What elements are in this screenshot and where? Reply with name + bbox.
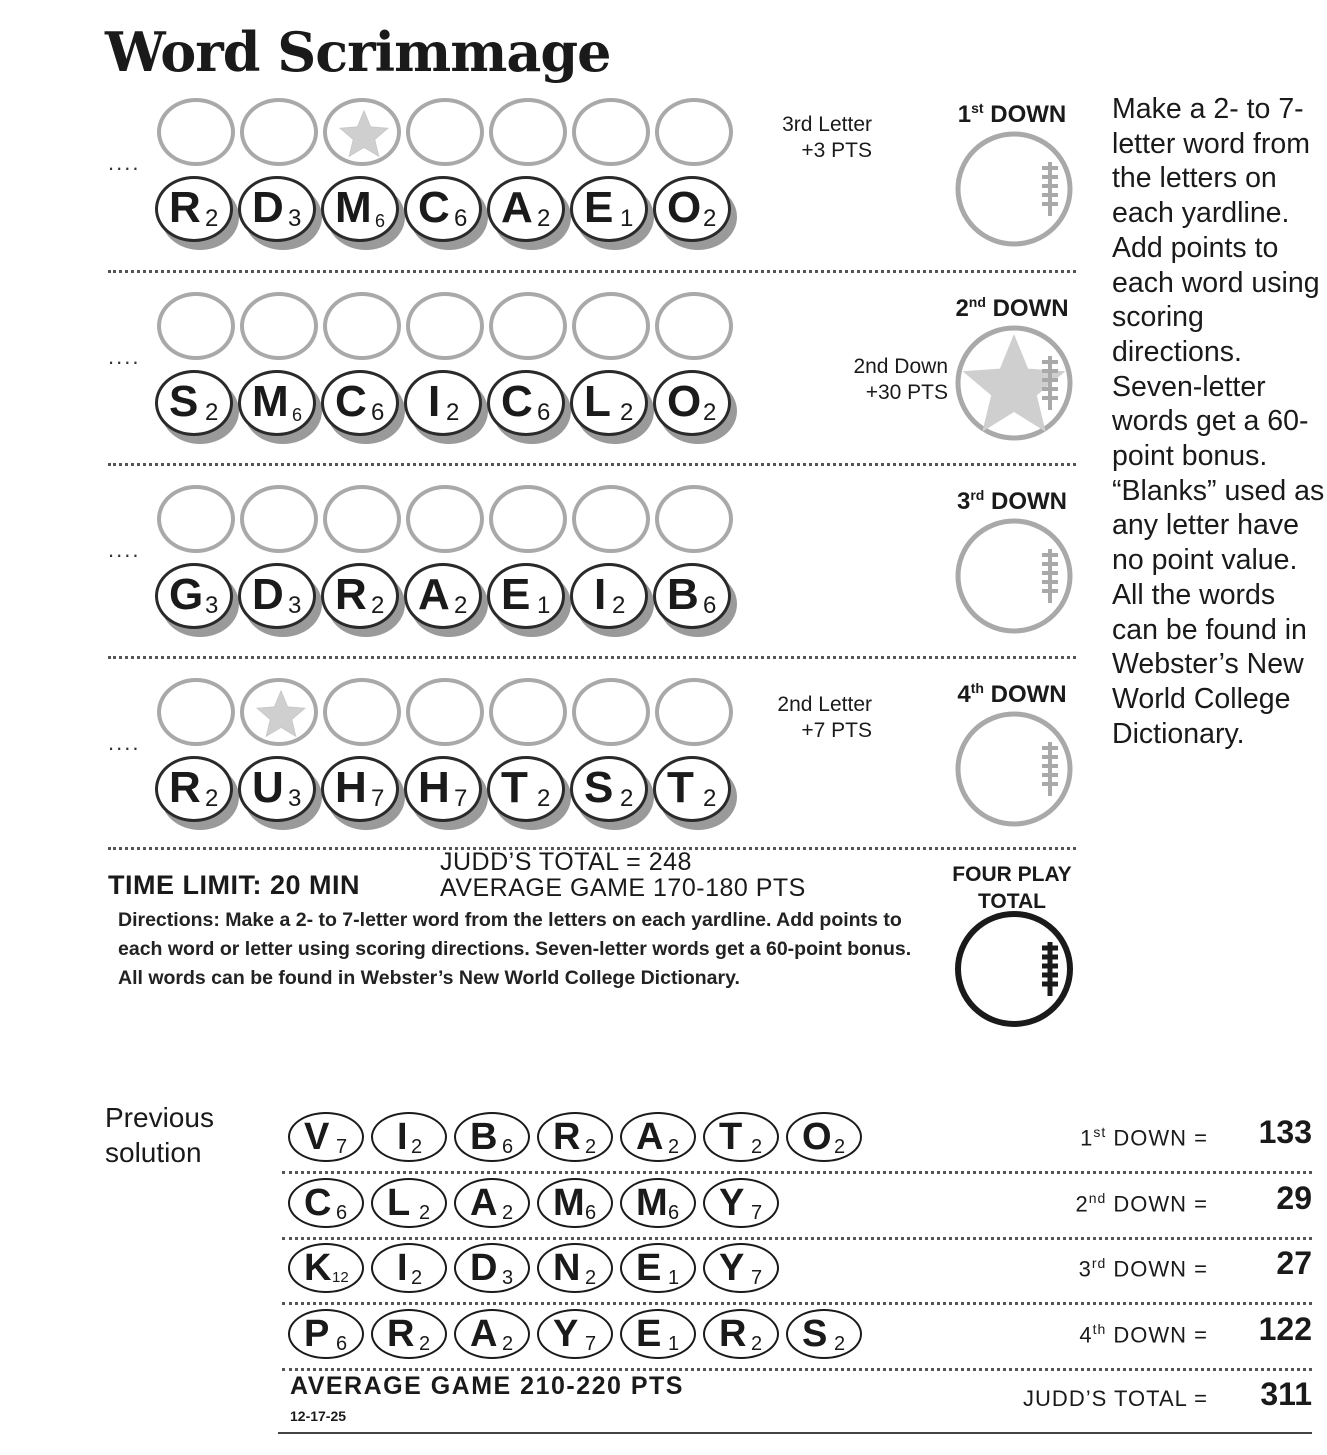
down-suffix: th [970,680,984,696]
solution-tile [288,1178,364,1228]
letter-tile[interactable] [238,756,322,830]
letter-tile[interactable] [238,176,322,250]
tile-points: 2 [620,785,634,812]
tile-points: 3 [205,592,219,619]
solution-letter: E [636,1247,662,1289]
solution-points: 3 [502,1267,514,1289]
down-word: DOWN [985,295,1069,322]
down-label [932,294,1092,323]
down-label [932,100,1092,129]
tile-points: 2 [703,399,717,426]
previous-solution-label [105,1100,214,1170]
tile-points: 3 [288,205,302,232]
solution-tile [288,1309,364,1359]
tile-letter: C [335,377,367,426]
solution-tile [454,1243,530,1293]
answer-slot[interactable] [572,485,650,553]
tile-letter: S [584,763,614,812]
four-play-total-label [932,861,1092,915]
solution-points: 2 [751,1136,763,1158]
answer-slot[interactable] [572,98,650,166]
solution-letter: Y [553,1313,579,1355]
solution-letter: O [802,1116,832,1158]
solution-points: 2 [834,1333,846,1355]
down-score-football[interactable] [952,130,1076,253]
solution-tile [537,1112,613,1162]
answer-slot[interactable] [157,678,235,746]
solution-down-word: DOWN = [1106,1256,1208,1282]
solution-letter: P [304,1313,330,1355]
solution-down-score: 122 [1258,1311,1312,1347]
letter-tile[interactable] [653,756,737,830]
solution-letter: B [470,1116,498,1158]
answer-slot[interactable] [157,98,235,166]
tile-points: 2 [446,399,460,426]
solution-letter: S [802,1313,828,1355]
answer-slot[interactable] [240,292,318,360]
solution-down-ordinal: 1 [1080,1125,1094,1151]
judds-total-current: JUDD’S TOTAL = 248 [440,848,692,876]
solution-tile [454,1309,530,1359]
letter-tile[interactable] [155,176,239,250]
tile-letter: R [169,763,201,812]
letter-tile[interactable] [487,370,571,444]
answer-slot[interactable] [240,485,318,553]
solution-points: 2 [419,1202,431,1224]
answer-slot[interactable] [406,678,484,746]
answer-slot[interactable] [406,292,484,360]
letter-tile[interactable] [321,370,405,444]
letter-tile[interactable] [570,756,654,830]
down-ordinal: 1 [957,101,972,128]
judds-total-previous-label: JUDD’S TOTAL = [1023,1386,1208,1411]
tile-points: 2 [205,205,219,232]
solution-points: 7 [585,1333,597,1355]
puzzle-title: Word Scrimmage [105,20,611,84]
solution-letter: A [636,1116,664,1158]
solution-letter: R [719,1313,747,1355]
down-suffix: st [971,100,984,116]
time-limit: TIME LIMIT: 20 MIN [108,870,360,900]
letter-tile[interactable] [321,563,405,637]
tile-points: 1 [537,592,551,619]
solution-points: 1 [668,1333,680,1355]
yardline-separator [108,463,1076,466]
solution-tile [620,1243,696,1293]
row-lead-dots: .... [108,344,141,369]
letter-tile[interactable] [653,370,737,444]
tile-letter: T [501,763,528,812]
row-bonus-points: +30 PTS [865,381,948,404]
down-score-football[interactable] [952,324,1076,447]
tile-points: 6 [375,211,386,231]
solution-letter: I [397,1247,408,1289]
solution-separator [282,1171,1312,1174]
tile-points: 3 [288,592,302,619]
down-word: DOWN [983,681,1067,708]
answer-slot[interactable] [323,292,401,360]
solution-letter: T [719,1116,743,1158]
tile-points: 2 [454,592,468,619]
letter-tile[interactable] [404,176,488,250]
down-ordinal: 2 [955,295,969,322]
solution-separator [282,1237,1312,1240]
average-game-current: AVERAGE GAME 170-180 PTS [440,874,806,902]
solution-tile [537,1309,613,1359]
down-ordinal: 3 [956,488,971,515]
row-bonus-type: 3rd Letter [782,113,872,136]
tile-points: 2 [703,785,717,812]
tile-letter: I [594,570,607,619]
tile-letter: B [667,570,699,619]
tile-points: 7 [454,785,468,812]
answer-slot[interactable] [489,485,567,553]
solution-tile [371,1309,447,1359]
solution-down-ordinal: 4 [1079,1322,1093,1348]
solution-letter: L [387,1182,411,1224]
solution-tile [371,1243,447,1293]
row-bonus-points: +3 PTS [801,139,872,162]
average-game-previous: AVERAGE GAME 210-220 PTS [290,1372,684,1400]
solution-tile [703,1309,779,1359]
letter-tile[interactable] [404,756,488,830]
solution-points: 2 [751,1333,763,1355]
solution-points: 12 [332,1269,349,1286]
previous-date: 12-17-25 [290,1408,347,1424]
letter-tile[interactable] [238,563,322,637]
letter-tile[interactable] [487,563,571,637]
answer-slot[interactable] [323,678,401,746]
previous-solution-label-2: solution [105,1137,202,1168]
solution-down-label [900,1124,1208,1151]
solution-points: 6 [502,1136,514,1158]
answer-slot[interactable] [572,678,650,746]
solution-down-word: DOWN = [1106,1191,1208,1217]
solution-tile [537,1178,613,1228]
solution-letter: K [304,1247,332,1289]
solution-down-label [900,1321,1208,1348]
tile-points: 2 [612,592,626,619]
solution-points: 7 [751,1267,763,1289]
row-bonus [720,112,872,164]
solution-down-label [900,1190,1208,1217]
down-score-football[interactable] [952,517,1076,640]
answer-slot[interactable] [655,292,733,360]
answer-slot[interactable] [489,678,567,746]
solution-down-label [900,1255,1208,1282]
letter-tile[interactable] [321,756,405,830]
down-score-football[interactable] [952,710,1076,833]
four-play-total-line2: TOTAL [977,890,1047,913]
judds-total-previous-value: 311 [1260,1376,1312,1412]
letter-tile[interactable] [570,176,654,250]
tile-letter: A [501,183,533,232]
solution-tile [620,1309,696,1359]
directions-text: Directions: Make a 2- to 7-letter word from the letters on each yardline. Add points to each word or letter using scoring directions. Seven-letter words get a 60-point bonus. All words can be found in Webster’s New World College Dictionary. [118,909,912,989]
solution-tile [537,1243,613,1293]
solution-points: 2 [668,1136,680,1158]
four-play-total-football[interactable] [952,910,1076,1033]
answer-slot[interactable] [489,292,567,360]
solution-tile [288,1112,364,1162]
tile-points: 6 [537,399,551,426]
answer-slot[interactable] [240,98,318,166]
solution-points: 2 [502,1202,514,1224]
solution-down-suffix: th [1092,1321,1107,1337]
solution-tile [703,1178,779,1228]
solution-letter: Y [719,1247,745,1289]
tile-points: 6 [371,399,385,426]
solution-points: 2 [585,1267,597,1289]
answer-slot[interactable] [572,292,650,360]
row-lead-dots: .... [108,537,141,562]
letter-tile[interactable] [487,756,571,830]
solution-letter: I [397,1116,408,1158]
solution-points: 2 [585,1136,597,1158]
solution-letter: M [553,1182,585,1224]
tile-points: 2 [205,785,219,812]
tile-letter: O [667,183,702,232]
solution-points: 2 [411,1136,423,1158]
tile-points: 2 [371,592,385,619]
solution-tile [786,1309,862,1359]
tile-letter: I [428,377,441,426]
solution-tile [703,1243,779,1293]
tile-letter: E [501,570,531,619]
solution-tile [620,1112,696,1162]
tile-points: 2 [703,205,717,232]
solution-tile [786,1112,862,1162]
solution-down-word: DOWN = [1106,1322,1208,1348]
tile-letter: R [169,183,201,232]
tile-letter: R [335,570,367,619]
tile-letter: S [169,377,199,426]
solution-tile [454,1178,530,1228]
letter-tile[interactable] [404,370,488,444]
down-word: DOWN [984,488,1067,515]
solution-tile [371,1178,447,1228]
solution-points: 2 [411,1267,423,1289]
solution-separator [282,1302,1312,1305]
tile-points: 2 [620,399,634,426]
solution-points: 7 [336,1136,348,1158]
letter-tile[interactable] [570,370,654,444]
tile-letter: G [169,570,204,619]
tile-points: 2 [537,205,551,232]
solution-letter: A [470,1313,498,1355]
row-bonus [800,354,948,406]
solution-points: 7 [751,1202,763,1224]
tile-letter: C [418,183,450,232]
down-suffix: nd [968,294,986,310]
answer-slot[interactable] [406,485,484,553]
row-bonus [720,692,872,744]
solution-tile [703,1112,779,1162]
solution-letter: V [304,1116,330,1158]
answer-slot[interactable] [323,485,401,553]
letter-tile[interactable] [155,756,239,830]
solution-down-suffix: nd [1088,1190,1107,1206]
row-lead-dots: .... [108,730,141,755]
solution-down-ordinal: 3 [1078,1256,1092,1282]
answer-slot[interactable] [323,98,401,166]
solution-down-score: 27 [1276,1245,1312,1281]
solution-letter: D [470,1247,498,1289]
tile-letter: H [335,763,367,812]
yardline-separator [108,656,1076,659]
tile-letter: A [418,570,450,619]
tile-face [570,563,648,629]
tile-letter: M [335,183,372,232]
tile-letter: O [667,377,702,426]
solution-tile [620,1178,696,1228]
down-label [932,487,1092,516]
solution-letter: Y [719,1182,745,1224]
tile-points: 2 [537,785,551,812]
solution-separator [282,1368,1312,1371]
solution-letter: M [636,1182,668,1224]
row-bonus-points: +7 PTS [801,719,872,742]
tile-letter: H [418,763,450,812]
solution-points: 2 [502,1333,514,1355]
solution-letter: R [553,1116,581,1158]
tile-letter: U [252,763,284,812]
yardline-separator [108,270,1076,273]
answer-slot[interactable] [406,98,484,166]
solution-letter: C [304,1182,332,1224]
solution-letter: A [470,1182,498,1224]
answer-slot[interactable] [157,485,235,553]
solution-points: 6 [336,1202,348,1224]
down-word: DOWN [983,101,1067,128]
letter-tile[interactable] [653,176,737,250]
tile-letter: D [252,570,284,619]
tile-points: 1 [620,205,634,232]
solution-points: 6 [585,1202,597,1224]
solution-points: 6 [668,1202,680,1224]
star-bonus-icon [339,106,389,160]
previous-solution-label-1: Previous [105,1102,214,1133]
solution-down-score: 29 [1276,1180,1312,1216]
tile-letter: T [667,763,694,812]
down-suffix: rd [970,487,985,503]
answer-slot[interactable] [157,292,235,360]
solution-tile [454,1112,530,1162]
letter-tile[interactable] [238,370,322,444]
solution-down-suffix: rd [1091,1255,1107,1271]
solution-points: 1 [668,1267,680,1289]
side-directions: Make a 2- to 7-letter word from the letters on each yardline. Add points to each word using scoring directions. Seven-letter words get a 60-point bonus. “Blanks” used as any letter have no point value. All the words can be found in Webster’s New World College Dictionary. [1112,93,1325,750]
tile-points: 6 [703,592,717,619]
down-label [932,680,1092,709]
solution-letter: E [636,1313,662,1355]
tile-points: 6 [292,405,303,425]
solution-tile [288,1243,364,1293]
solution-letter: N [553,1247,581,1289]
down-ordinal: 4 [957,681,971,708]
letter-tile[interactable] [404,563,488,637]
answer-slot[interactable] [489,98,567,166]
solution-points: 2 [834,1136,846,1158]
answer-slot[interactable] [655,485,733,553]
row-lead-dots: .... [108,150,141,175]
solution-letter: R [387,1313,415,1355]
solution-down-score: 133 [1258,1114,1312,1150]
letter-tile[interactable] [653,563,737,637]
tile-face [404,370,482,436]
solution-down-suffix: st [1093,1124,1107,1140]
tile-points: 3 [288,785,302,812]
letter-tile[interactable] [155,563,239,637]
letter-tile[interactable] [321,176,405,250]
four-play-total-line1: FOUR PLAY [952,863,1072,886]
tile-letter: L [584,377,611,426]
tile-letter: M [252,377,289,426]
letter-tile[interactable] [155,370,239,444]
bottom-rule [278,1432,1312,1434]
solution-down-word: DOWN = [1106,1125,1208,1151]
row-bonus-type: 2nd Down [853,355,948,378]
letter-tile[interactable] [570,563,654,637]
tile-letter: C [501,377,533,426]
solution-tile [371,1112,447,1162]
star-bonus-icon [256,686,306,740]
solution-points: 2 [419,1333,431,1355]
tile-letter: E [584,183,614,232]
row-bonus-type: 2nd Letter [777,693,872,716]
solution-points: 6 [336,1333,348,1355]
tile-points: 6 [454,205,468,232]
solution-down-ordinal: 2 [1075,1191,1089,1217]
tile-letter: D [252,183,284,232]
tile-points: 2 [205,399,219,426]
answer-slot[interactable] [240,678,318,746]
letter-tile[interactable] [487,176,571,250]
tile-points: 7 [371,785,385,812]
